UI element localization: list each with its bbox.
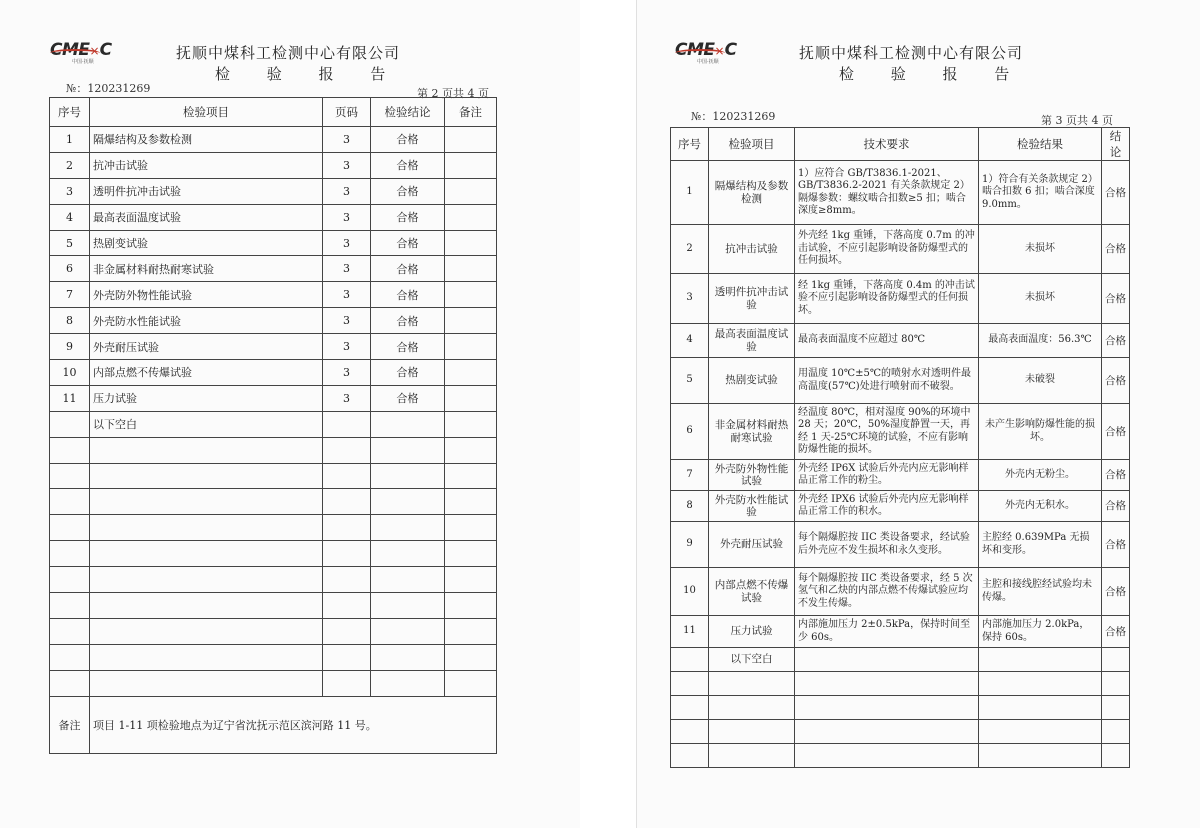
- row-item: 透明件抗冲击试验: [709, 274, 795, 324]
- blank-cell: [371, 411, 445, 437]
- row-conclusion: 合格: [1102, 491, 1130, 522]
- empty-row: [50, 644, 497, 670]
- blank-cell: [50, 411, 90, 437]
- empty-row: [50, 618, 497, 644]
- row-remark: [445, 256, 497, 282]
- row-result: 内部施加压力 2.0kPa，保持 60s。: [979, 616, 1102, 648]
- row-item: 隔爆结构及参数检测: [709, 161, 795, 225]
- row-remark: [445, 282, 497, 308]
- table-row: [50, 256, 497, 282]
- table-row: [671, 404, 1130, 460]
- row-requirement: 最高表面温度不应超过 80℃: [795, 324, 979, 358]
- remark-label: 备注: [50, 696, 90, 753]
- logo-subtitle: 中国·抚顺: [697, 59, 719, 65]
- row-result: 合格: [371, 127, 445, 153]
- empty-row: [50, 437, 497, 463]
- row-item: 透明件抗冲击试验: [90, 178, 323, 204]
- row-no: 11: [50, 385, 90, 411]
- row-remark: [445, 152, 497, 178]
- logo-x: ×: [714, 44, 725, 58]
- company-logo: [50, 40, 112, 65]
- row-result: 合格: [371, 282, 445, 308]
- row-result: 合格: [371, 230, 445, 256]
- row-result: 未损坏: [979, 225, 1102, 274]
- row-page: 3: [323, 282, 371, 308]
- row-result: 合格: [371, 308, 445, 334]
- report-number: №：120231269: [66, 82, 151, 95]
- row-item: 外壳耐压试验: [90, 334, 323, 360]
- col-header-requirement: 技术要求: [795, 128, 979, 161]
- table-header: [50, 98, 497, 127]
- table-header: [671, 128, 1130, 161]
- row-no: 9: [671, 522, 709, 568]
- col-header-conclusion: 结论: [1102, 128, 1130, 161]
- row-no: 3: [671, 274, 709, 324]
- row-page: 3: [323, 360, 371, 386]
- empty-row: [50, 670, 497, 696]
- row-no: 8: [671, 491, 709, 522]
- row-item: 外壳防水性能试验: [709, 491, 795, 522]
- table-row: [671, 358, 1130, 404]
- row-result: 合格: [371, 152, 445, 178]
- col-header-result: 检验结论: [371, 98, 445, 127]
- company-name: 抚顺中煤科工检测中心有限公司: [176, 44, 401, 62]
- empty-row: [671, 696, 1130, 720]
- row-no: 8: [50, 308, 90, 334]
- row-requirement: 每个隔爆腔按 IIC 类设备要求，经试验后外壳应不发生损坏和永久变形。: [795, 522, 979, 568]
- table-row: [50, 282, 497, 308]
- row-no: 7: [50, 282, 90, 308]
- col-header-item: 检验项目: [90, 98, 323, 127]
- page-gutter: [580, 0, 636, 828]
- results-table: [670, 127, 1130, 768]
- blank-cell: [795, 648, 979, 672]
- col-header-no: 序号: [671, 128, 709, 161]
- report-number: №：120231269: [691, 110, 776, 123]
- row-result: 外壳内无积水。: [979, 491, 1102, 522]
- row-no: 4: [50, 204, 90, 230]
- row-no: 5: [50, 230, 90, 256]
- row-result: 外壳内无粉尘。: [979, 460, 1102, 491]
- row-item: 最高表面温度试验: [90, 204, 323, 230]
- table-row: [50, 360, 497, 386]
- row-no: 6: [671, 404, 709, 460]
- row-no: 7: [671, 460, 709, 491]
- row-requirement: 经 1kg 重锤，下落高度 0.4m 的冲击试验不应引起影响设备防爆型式的任何损坏。: [795, 274, 979, 324]
- blank-cell: [671, 648, 709, 672]
- row-conclusion: 合格: [1102, 460, 1130, 491]
- row-no: 1: [671, 161, 709, 225]
- row-requirement: 外壳经 1kg 重锤，下落高度 0.7m 的冲击试验，不应引起影响设备防爆型式的任何损坏。: [795, 225, 979, 274]
- row-page: 3: [323, 334, 371, 360]
- logo-subtitle: 中国·抚顺: [72, 59, 94, 65]
- row-requirement: 外壳经 IP6X 试验后外壳内应无影响样品正常工作的粉尘。: [795, 460, 979, 491]
- table-row-blank-note: [50, 411, 497, 437]
- row-requirement: 1）应符合 GB/T3836.1-2021、GB/T3836.2-2021 有关条款规定 2）隔爆参数：螺纹啮合扣数≥5 扣；啮合深度≥8mm。: [795, 161, 979, 225]
- table-row: [50, 204, 497, 230]
- row-no: 9: [50, 334, 90, 360]
- row-requirement: 每个隔爆腔按 IIC 类设备要求，经 5 次氢气和乙炔的内部点燃不传爆试验应均不发生传爆。: [795, 568, 979, 616]
- table-row: [50, 385, 497, 411]
- table-row: [671, 460, 1130, 491]
- blank-cell: [979, 648, 1102, 672]
- row-no: 10: [671, 568, 709, 616]
- empty-row: [50, 593, 497, 619]
- row-result: 未破裂: [979, 358, 1102, 404]
- row-no: 6: [50, 256, 90, 282]
- logo-c: C: [99, 40, 112, 60]
- row-page: 3: [323, 152, 371, 178]
- row-item: 最高表面温度试验: [709, 324, 795, 358]
- logo-text: CME: [50, 40, 90, 60]
- row-conclusion: 合格: [1102, 324, 1130, 358]
- col-header-page: 页码: [323, 98, 371, 127]
- remark-row: [50, 696, 497, 753]
- table-row: [50, 230, 497, 256]
- row-conclusion: 合格: [1102, 358, 1130, 404]
- row-remark: [445, 204, 497, 230]
- report-title: 检 验 报 告: [215, 65, 402, 83]
- row-result: 合格: [371, 256, 445, 282]
- table-row: [50, 334, 497, 360]
- row-result: 未产生影响防爆性能的损坏。: [979, 404, 1102, 460]
- row-no: 2: [50, 152, 90, 178]
- row-result: 主腔经 0.639MPa 无损坏和变形。: [979, 522, 1102, 568]
- table-row: [671, 161, 1130, 225]
- table-row: [671, 324, 1130, 358]
- blank-cell: [323, 411, 371, 437]
- table-row: [50, 178, 497, 204]
- table-row: [671, 568, 1130, 616]
- table-row: [671, 491, 1130, 522]
- row-no: 2: [671, 225, 709, 274]
- row-no: 10: [50, 360, 90, 386]
- logo-swoosh-icon: [675, 49, 725, 57]
- col-header-result: 检验结果: [979, 128, 1102, 161]
- blank-note: 以下空白: [90, 411, 323, 437]
- empty-row: [671, 672, 1130, 696]
- col-header-remark: 备注: [445, 98, 497, 127]
- row-item: 非金属材料耐热耐寒试验: [90, 256, 323, 282]
- table-row: [50, 127, 497, 153]
- row-result: 合格: [371, 360, 445, 386]
- row-result: 未损坏: [979, 274, 1102, 324]
- row-item: 热剧变试验: [90, 230, 323, 256]
- row-page: 3: [323, 385, 371, 411]
- row-page: 3: [323, 178, 371, 204]
- row-result: 合格: [371, 334, 445, 360]
- empty-row: [50, 515, 497, 541]
- empty-row: [50, 567, 497, 593]
- blank-cell: [1102, 648, 1130, 672]
- row-requirement: 内部施加压力 2±0.5kPa，保持时间至少 60s。: [795, 616, 979, 648]
- empty-row: [50, 463, 497, 489]
- blank-note: 以下空白: [709, 648, 795, 672]
- empty-row: [50, 489, 497, 515]
- row-item: 外壳防外物性能试验: [709, 460, 795, 491]
- col-header-item: 检验项目: [709, 128, 795, 161]
- row-no: 11: [671, 616, 709, 648]
- blank-cell: [445, 411, 497, 437]
- row-page: 3: [323, 127, 371, 153]
- table-row-blank-note: [671, 648, 1130, 672]
- row-conclusion: 合格: [1102, 225, 1130, 274]
- row-remark: [445, 230, 497, 256]
- row-page: 3: [323, 204, 371, 230]
- row-conclusion: 合格: [1102, 568, 1130, 616]
- table-row: [671, 616, 1130, 648]
- table-row: [50, 152, 497, 178]
- row-item: 压力试验: [90, 385, 323, 411]
- empty-row: [50, 541, 497, 567]
- row-remark: [445, 360, 497, 386]
- row-item: 热剧变试验: [709, 358, 795, 404]
- row-no: 1: [50, 127, 90, 153]
- company-logo: [675, 40, 737, 65]
- row-page: 3: [323, 256, 371, 282]
- row-remark: [445, 308, 497, 334]
- remark-text: 项目 1-11 项检验地点为辽宁省沈抚示范区滨河路 11 号。: [90, 696, 497, 753]
- table-row: [671, 225, 1130, 274]
- row-conclusion: 合格: [1102, 404, 1130, 460]
- logo-x: ×: [89, 44, 100, 58]
- row-item: 隔爆结构及参数检测: [90, 127, 323, 153]
- row-item: 内部点燃不传爆试验: [90, 360, 323, 386]
- row-result: 主腔和接线腔经试验均未传爆。: [979, 568, 1102, 616]
- row-item: 内部点燃不传爆试验: [709, 568, 795, 616]
- table-row: [50, 308, 497, 334]
- company-name: 抚顺中煤科工检测中心有限公司: [799, 44, 1024, 62]
- table-row: [671, 274, 1130, 324]
- report-title: 检 验 报 告: [839, 65, 1026, 83]
- row-remark: [445, 178, 497, 204]
- row-item: 抗冲击试验: [90, 152, 323, 178]
- row-page: 3: [323, 308, 371, 334]
- row-result: 合格: [371, 178, 445, 204]
- row-conclusion: 合格: [1102, 522, 1130, 568]
- row-result: 合格: [371, 204, 445, 230]
- row-conclusion: 合格: [1102, 274, 1130, 324]
- logo-text: CME: [675, 40, 715, 60]
- row-page: 3: [323, 230, 371, 256]
- row-result: 最高表面温度：56.3℃: [979, 324, 1102, 358]
- row-item: 外壳防水性能试验: [90, 308, 323, 334]
- row-no: 5: [671, 358, 709, 404]
- row-conclusion: 合格: [1102, 161, 1130, 225]
- logo-swoosh-icon: [50, 49, 100, 57]
- row-remark: [445, 127, 497, 153]
- logo-c: C: [724, 40, 737, 60]
- row-item: 压力试验: [709, 616, 795, 648]
- row-requirement: 用温度 10℃±5℃的喷射水对透明件最高温度(57℃)处进行喷射而不破裂。: [795, 358, 979, 404]
- row-requirement: 外壳经 IPX6 试验后外壳内应无影响样品正常工作的积水。: [795, 491, 979, 522]
- row-requirement: 经温度 80℃，相对湿度 90%的环境中 28 天；20℃，50%湿度静置一天，再经 1 天-25℃环境的试验，不应有影响防爆性能的损坏。: [795, 404, 979, 460]
- col-header-no: 序号: [50, 98, 90, 127]
- page-info: 第 2 页共 4 页: [417, 87, 489, 100]
- row-no: 3: [50, 178, 90, 204]
- table-row: [671, 522, 1130, 568]
- row-result: 1）符合有关条款规定 2）啮合扣数 6 扣；啮合深度 9.0mm。: [979, 161, 1102, 225]
- row-item: 抗冲击试验: [709, 225, 795, 274]
- row-item: 外壳防外物性能试验: [90, 282, 323, 308]
- empty-row: [671, 744, 1130, 768]
- row-remark: [445, 385, 497, 411]
- report-page-2: [0, 0, 581, 828]
- row-item: 非金属材料耐热耐寒试验: [709, 404, 795, 460]
- row-conclusion: 合格: [1102, 616, 1130, 648]
- row-remark: [445, 334, 497, 360]
- empty-row: [671, 720, 1130, 744]
- row-item: 外壳耐压试验: [709, 522, 795, 568]
- row-no: 4: [671, 324, 709, 358]
- page-info: 第 3 页共 4 页: [1041, 114, 1113, 127]
- row-result: 合格: [371, 385, 445, 411]
- summary-table: [49, 97, 497, 754]
